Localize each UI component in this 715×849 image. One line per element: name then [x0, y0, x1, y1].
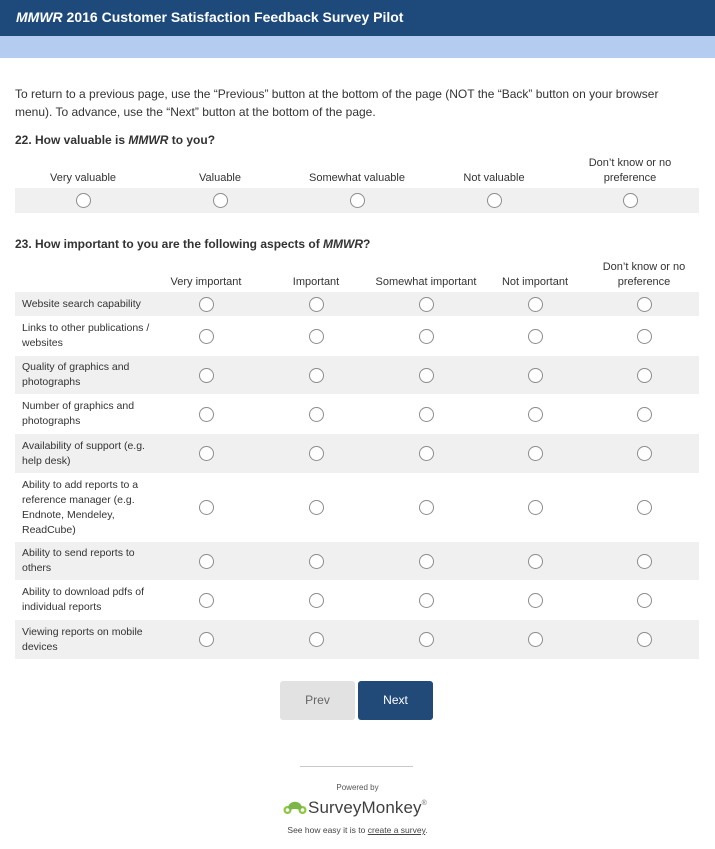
q23-row-label: Ability to add reports to a reference manager (e.g. Endnote, Mendeley, ReadCube)	[22, 478, 139, 536]
question-22-title: 22. How valuable is MMWR to you?	[15, 133, 216, 147]
q23-radio-row9-col5[interactable]	[637, 632, 652, 647]
q23-radio-row4-col1[interactable]	[199, 407, 214, 422]
q23-radio-row5-col5[interactable]	[637, 446, 652, 461]
q23-row-label: Availability of support (e.g. help desk)	[22, 439, 145, 467]
q23-radio-row9-col3[interactable]	[419, 632, 434, 647]
q23-column-header-2: Important	[292, 276, 340, 288]
q23-radio-row4-col3[interactable]	[419, 407, 434, 422]
q23-column-header-4: Not important	[501, 276, 569, 288]
q23-radio-row5-col4[interactable]	[528, 446, 543, 461]
q23-radio-row9-col1[interactable]	[199, 632, 214, 647]
q23-radio-row1-col3[interactable]	[419, 297, 434, 312]
title-bar	[0, 0, 715, 36]
q22-option-label-5: Don’t know or no preference	[588, 157, 672, 184]
q23-radio-row6-col3[interactable]	[419, 500, 434, 515]
footer-divider	[300, 766, 413, 767]
q23-radio-row1-col1[interactable]	[199, 297, 214, 312]
q23-radio-row4-col4[interactable]	[528, 407, 543, 422]
create-survey-link[interactable]: create a survey	[367, 825, 426, 835]
q23-row-label: Viewing reports on mobile devices	[22, 625, 143, 653]
q23-radio-row2-col1[interactable]	[199, 329, 214, 344]
q22-radio-5[interactable]	[623, 193, 638, 208]
q23-row-label: Website search capability	[22, 297, 141, 310]
q23-radio-row6-col1[interactable]	[199, 500, 214, 515]
q23-radio-row5-col3[interactable]	[419, 446, 434, 461]
q23-radio-row2-col4[interactable]	[528, 329, 543, 344]
progress-bar	[0, 36, 715, 58]
q23-radio-row6-col2[interactable]	[309, 500, 324, 515]
q22-option-label-3: Somewhat valuable	[308, 172, 405, 184]
q23-radio-row8-col1[interactable]	[199, 593, 214, 608]
q23-radio-row5-col2[interactable]	[309, 446, 324, 461]
surveymonkey-brand: SurveyMonkey®	[308, 798, 427, 817]
q23-row-label: Number of graphics and photographs	[22, 400, 135, 427]
q23-radio-row3-col4[interactable]	[528, 368, 543, 383]
next-button[interactable]: Next	[358, 681, 433, 720]
q22-option-label-1: Very valuable	[49, 172, 117, 184]
q23-radio-row9-col2[interactable]	[309, 632, 324, 647]
footer-note: See how easy it is to create a survey.	[287, 825, 428, 835]
q23-radio-row7-col2[interactable]	[309, 554, 324, 569]
q23-row-label: Quality of graphics and photographs	[22, 361, 130, 388]
q23-radio-row5-col1[interactable]	[199, 446, 214, 461]
surveymonkey-logo-icon	[283, 799, 307, 817]
q23-radio-row6-col4[interactable]	[528, 500, 543, 515]
q23-radio-row8-col3[interactable]	[419, 593, 434, 608]
q23-radio-row8-col5[interactable]	[637, 593, 652, 608]
page-title: MMWR 2016 Customer Satisfaction Feedback Survey Pilot	[16, 9, 404, 25]
q23-radio-row7-col5[interactable]	[637, 554, 652, 569]
q23-radio-row3-col1[interactable]	[199, 368, 214, 383]
q22-radio-1[interactable]	[76, 193, 91, 208]
q23-column-header-3: Somewhat important	[375, 276, 477, 288]
q23-radio-row7-col1[interactable]	[199, 554, 214, 569]
q23-radio-row7-col3[interactable]	[419, 554, 434, 569]
q23-radio-row8-col4[interactable]	[528, 593, 543, 608]
q23-radio-row4-col2[interactable]	[309, 407, 324, 422]
powered-by-text: Powered by	[336, 783, 379, 792]
q23-radio-row4-col5[interactable]	[637, 407, 652, 422]
question-23-title: 23. How important to you are the following aspects of MMWR?	[15, 237, 371, 251]
surveymonkey-logo[interactable]	[283, 797, 433, 819]
q23-radio-row3-col2[interactable]	[309, 368, 324, 383]
q22-radio-3[interactable]	[350, 193, 365, 208]
q22-radio-4[interactable]	[487, 193, 502, 208]
prev-button[interactable]: Prev	[280, 681, 355, 720]
q22-option-label-2: Valuable	[199, 172, 241, 184]
q23-radio-row3-col5[interactable]	[637, 368, 652, 383]
intro-text: To return to a previous page, use the “Previous” button at the bottom of the page (NOT the “Back” button on your browser menu). To advance, use the “Next” button at the bottom of the page.	[15, 87, 659, 119]
q23-radio-row7-col4[interactable]	[528, 554, 543, 569]
q23-radio-row1-col4[interactable]	[528, 297, 543, 312]
q22-radio-2[interactable]	[213, 193, 228, 208]
q23-radio-row8-col2[interactable]	[309, 593, 324, 608]
q23-radio-row1-col2[interactable]	[309, 297, 324, 312]
q23-radio-row9-col4[interactable]	[528, 632, 543, 647]
q23-radio-row2-col5[interactable]	[637, 329, 652, 344]
q23-row-label: Ability to download pdfs of individual reports	[22, 586, 144, 613]
q22-option-label-4: Not valuable	[463, 172, 525, 184]
q23-column-header-5: Don’t know or no preference	[602, 261, 686, 288]
q23-radio-row1-col5[interactable]	[637, 297, 652, 312]
q23-radio-row3-col3[interactable]	[419, 368, 434, 383]
q23-row-label: Links to other publications / websites	[22, 322, 150, 349]
q23-radio-row2-col3[interactable]	[419, 329, 434, 344]
q23-row-label: Ability to send reports to others	[22, 547, 135, 574]
q23-radio-row6-col5[interactable]	[637, 500, 652, 515]
q23-column-header-1: Very important	[170, 276, 242, 288]
q23-radio-row2-col2[interactable]	[309, 329, 324, 344]
